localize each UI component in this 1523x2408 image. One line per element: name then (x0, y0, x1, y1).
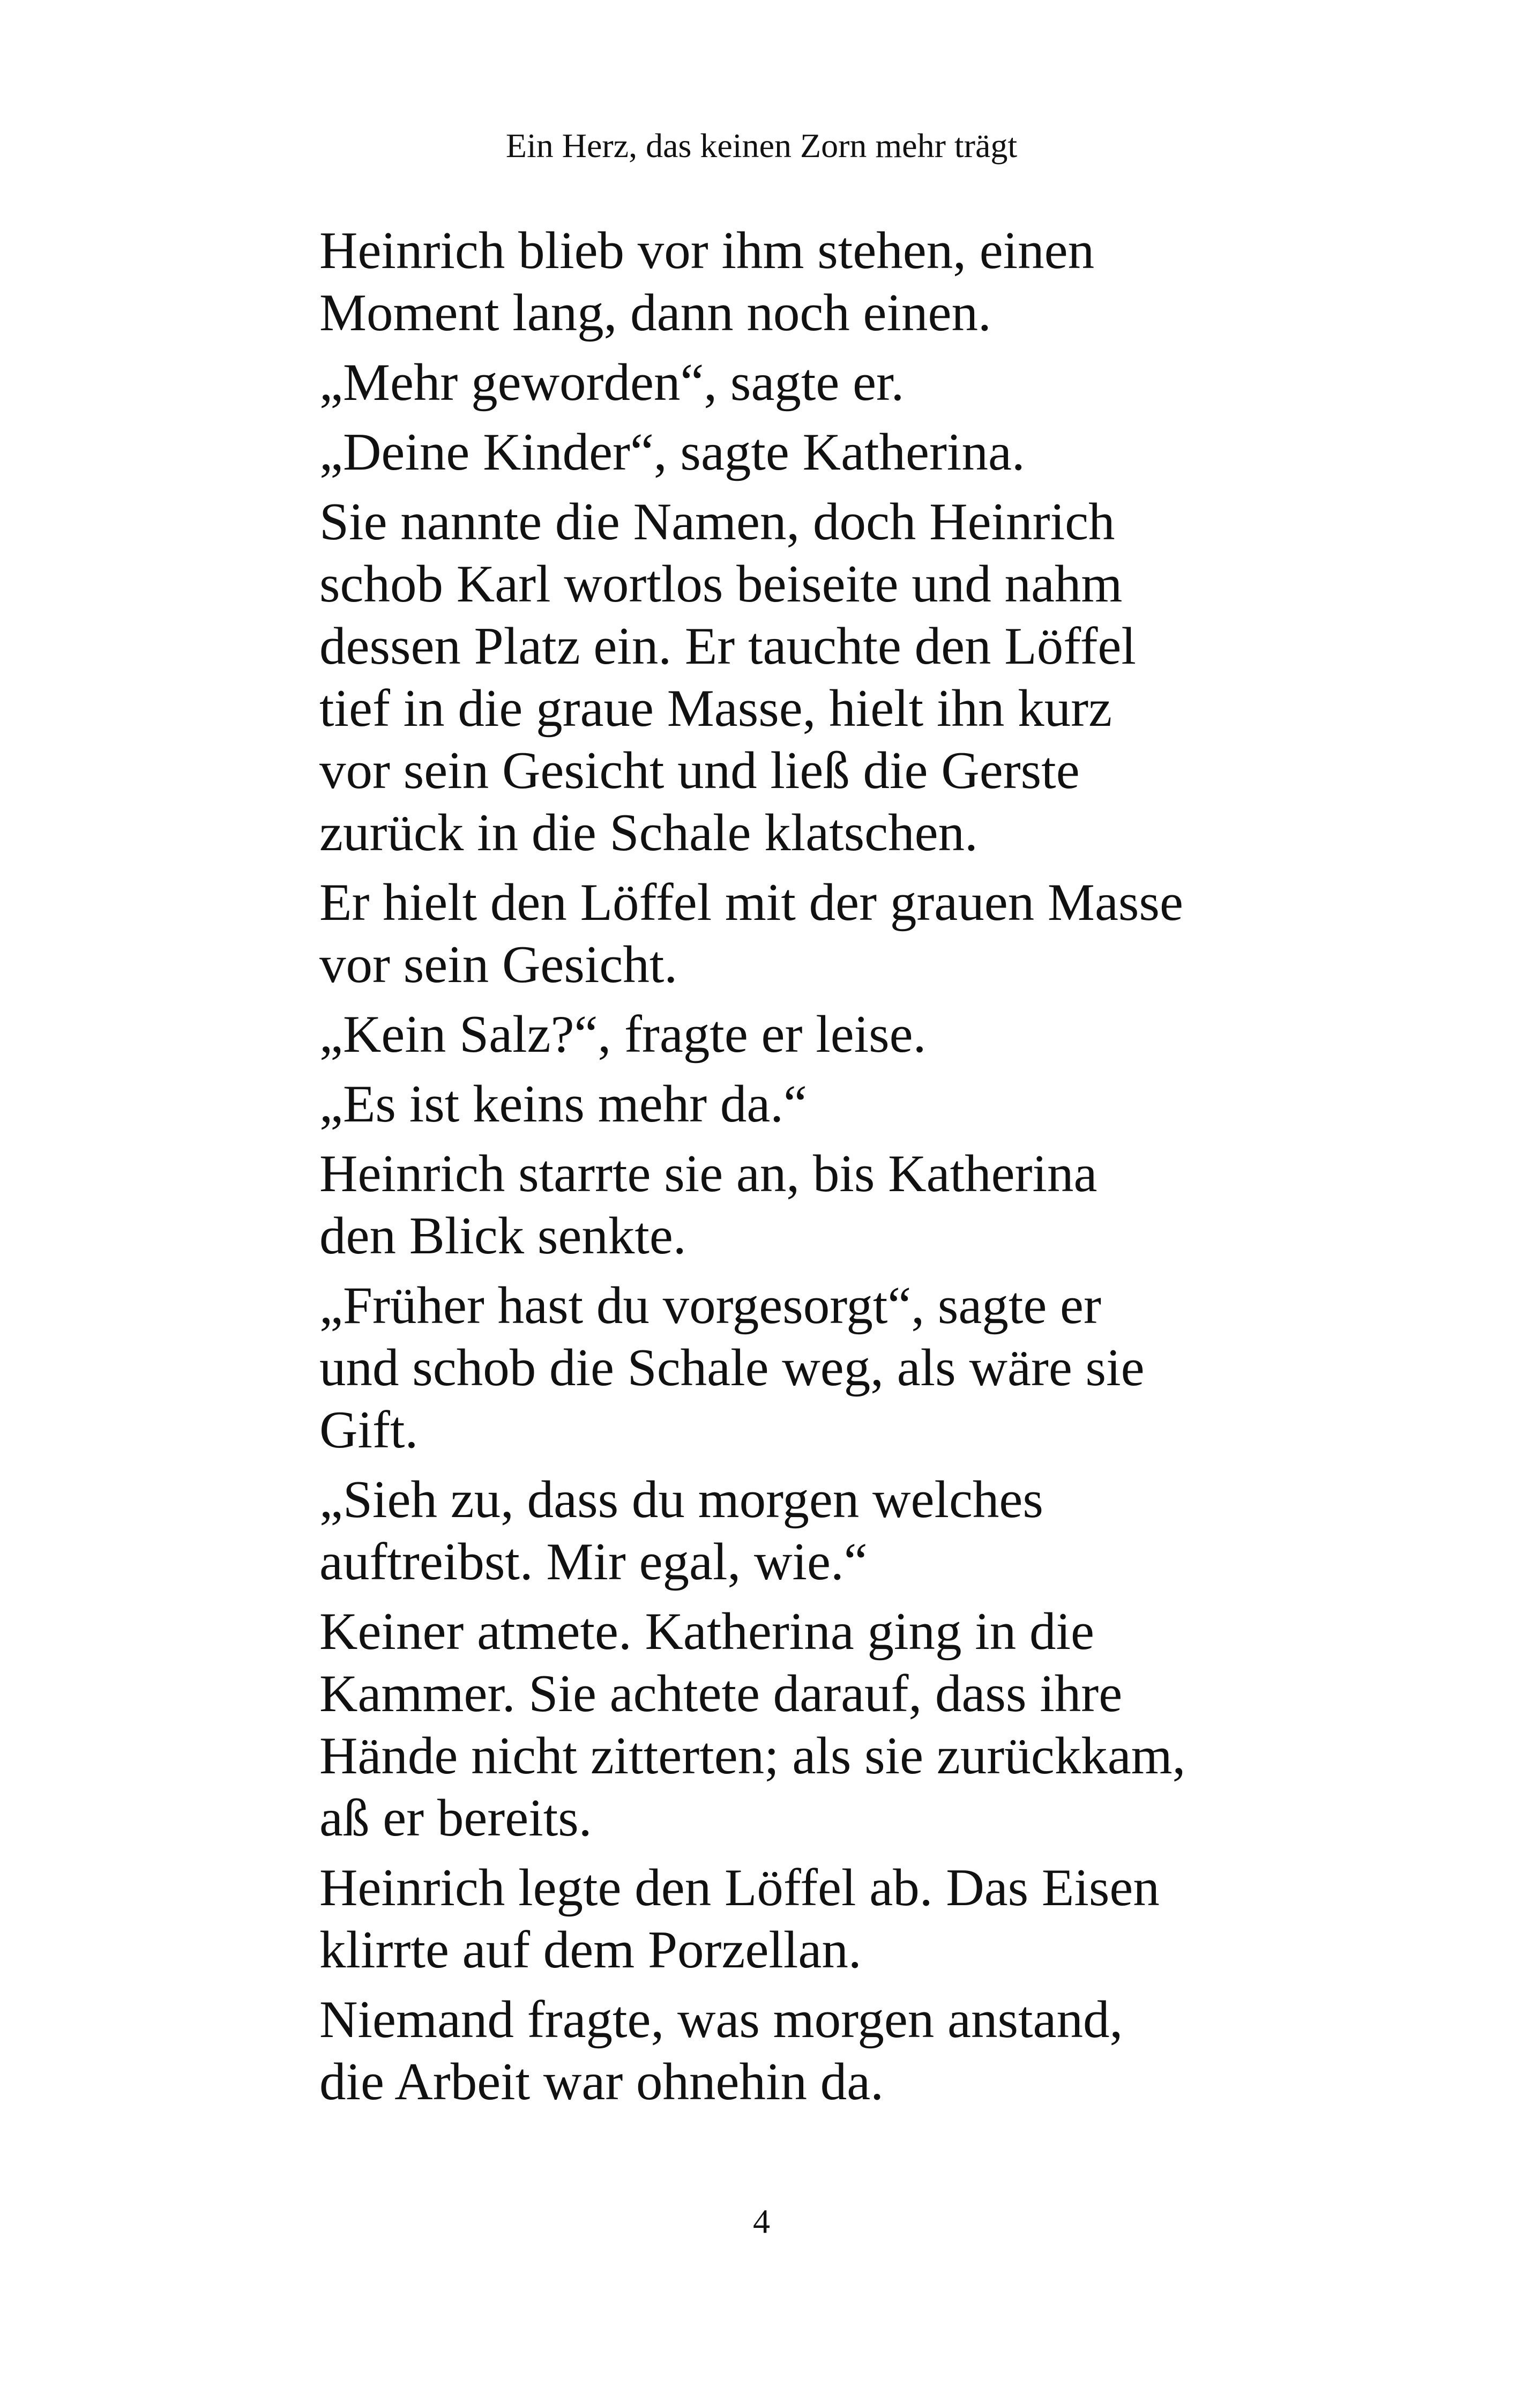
line: „Früher hast du vorgesorgt“, sagte er (319, 1276, 1101, 1335)
line: vor sein Gesicht. (319, 935, 678, 994)
paragraph-10 (319, 1469, 1230, 1593)
paragraph-6 (319, 1004, 1230, 1066)
line: Keiner atmete. Katherina ging in die (319, 1602, 1094, 1661)
paragraph-11 (319, 1601, 1230, 1849)
line: Heinrich legte den Löffel ab. Das Eisen (319, 1859, 1160, 1917)
paragraph-12 (319, 1857, 1230, 1981)
line: klirrte auf dem Porzellan. (319, 1921, 862, 1979)
line: Moment lang, dann noch einen. (319, 284, 991, 342)
page-number: 4 (753, 2202, 770, 2240)
line: schob Karl wortlos beiseite und nahm (319, 555, 1123, 613)
line: Kammer. Sie achtete darauf, dass ihre (319, 1664, 1123, 1723)
line: und schob die Schale weg, als wäre sie (319, 1339, 1145, 1397)
paragraph-5 (319, 872, 1230, 996)
paragraph-1 (319, 220, 1230, 344)
paragraph-4 (319, 491, 1230, 864)
line: „Mehr geworden“, sagte er. (319, 353, 905, 412)
line: „Deine Kinder“, sagte Katherina. (319, 423, 1025, 481)
line: die Arbeit war ohnehin da. (319, 2053, 884, 2111)
paragraph-8 (319, 1143, 1230, 1267)
line: Gift. (319, 1401, 419, 1459)
line: den Blick senkte. (319, 1207, 686, 1265)
line: Er hielt den Löffel mit der grauen Masse (319, 873, 1183, 932)
line: „Es ist keins mehr da.“ (319, 1075, 807, 1133)
line: Sie nannte die Namen, doch Heinrich (319, 493, 1115, 551)
line: Hände nicht zitterten; als sie zurückkam, (319, 1727, 1186, 1785)
line: Heinrich blieb vor ihm stehen, einen (319, 221, 1095, 280)
body-text (319, 220, 1230, 2121)
line: dessen Platz ein. Er tauchte den Löffel (319, 617, 1136, 675)
line: Heinrich starrte sie an, bis Katherina (319, 1144, 1098, 1203)
line: tief in die graue Masse, hielt ihn kurz (319, 679, 1113, 738)
line: „Kein Salz?“, fragte er leise. (319, 1005, 927, 1064)
line: auftreibst. Mir egal, wie.“ (319, 1533, 868, 1591)
paragraph-2 (319, 352, 1230, 414)
paragraph-13 (319, 1989, 1230, 2113)
line: Niemand fragte, was morgen anstand, (319, 1990, 1123, 2049)
line: „Sieh zu, dass du morgen welches (319, 1470, 1043, 1529)
line: vor sein Gesicht und ließ die Gerste (319, 741, 1080, 800)
line: zurück in die Schale klatschen. (319, 804, 978, 862)
paragraph-9 (319, 1275, 1230, 1461)
running-header: Ein Herz, das keinen Zorn mehr trägt (505, 127, 1018, 165)
line: aß er bereits. (319, 1789, 592, 1847)
paragraph-3 (319, 421, 1230, 484)
paragraph-7 (319, 1073, 1230, 1135)
